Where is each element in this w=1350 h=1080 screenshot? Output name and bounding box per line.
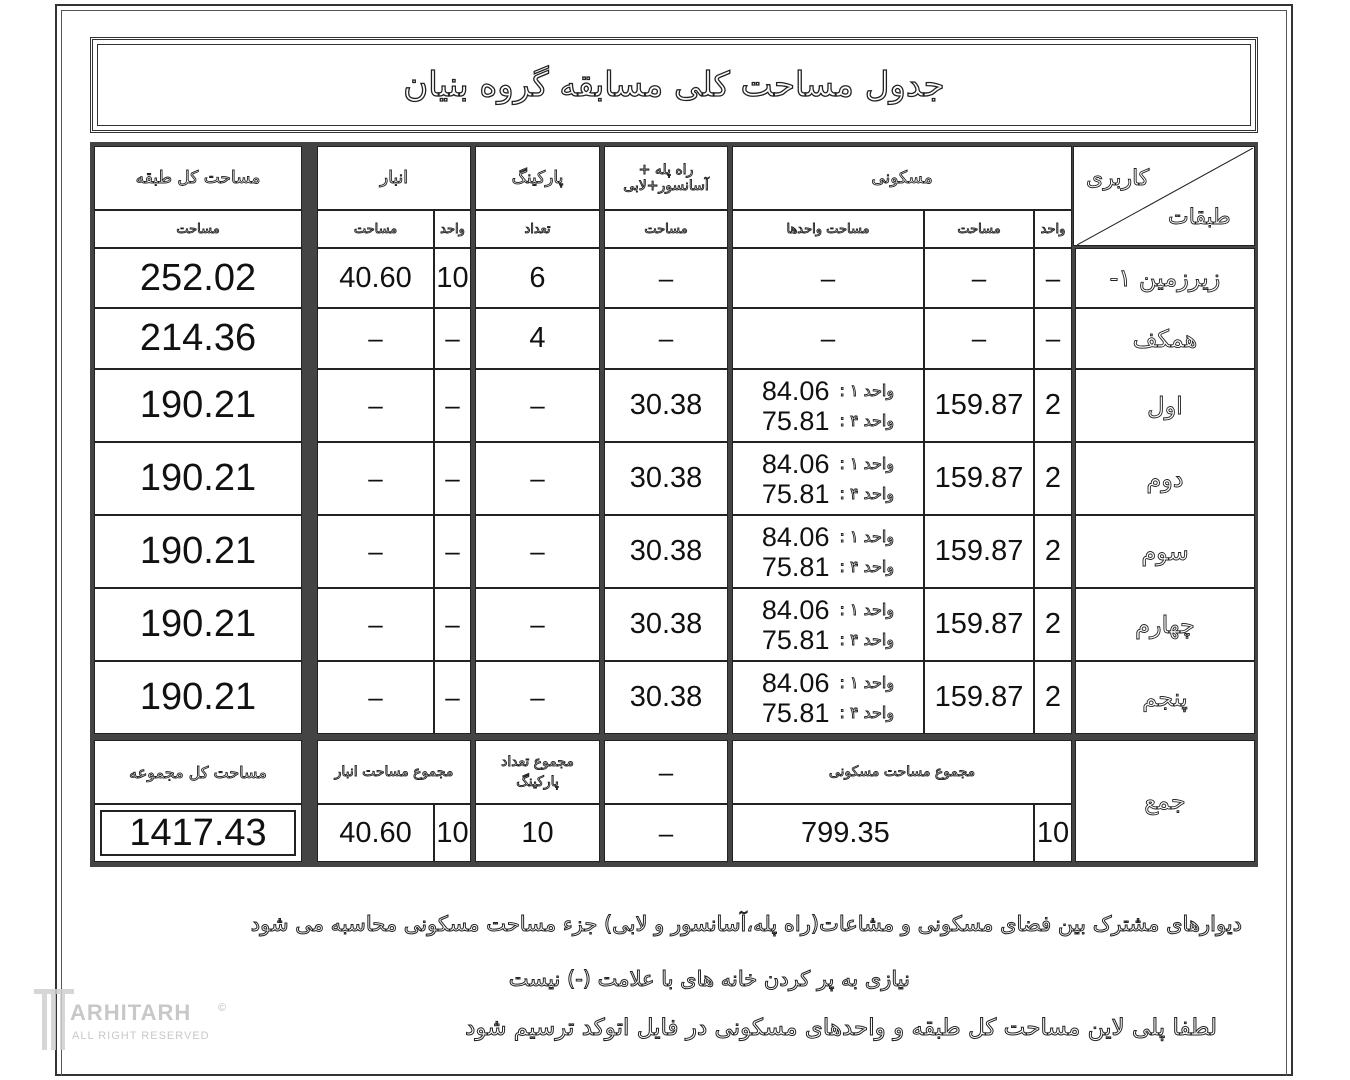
parking-count-cell [475, 442, 600, 515]
summary-storage-area: 40.60 [317, 804, 434, 862]
parking-count: – [530, 682, 545, 712]
res-area: 159.87 [934, 462, 1024, 494]
stair-area: – [658, 323, 674, 353]
floor-label: زیرزمین ۱- [1109, 264, 1221, 292]
res-area: 159.87 [934, 608, 1024, 640]
parking-count: 6 [529, 261, 546, 294]
storage-area-cell [317, 248, 434, 308]
summary-label: جمع [1075, 740, 1255, 862]
unit-areas [762, 522, 894, 582]
storage-units-cell [434, 248, 471, 308]
res-area-cell [924, 308, 1034, 369]
floor-label-cell [1075, 369, 1255, 442]
unit-areas [762, 668, 894, 728]
unit-area-value: 75.81 [761, 697, 830, 728]
parking-count-cell [475, 308, 600, 369]
total-floor-area: 190.21 [139, 603, 257, 645]
total-floor-area-cell [94, 369, 302, 442]
stair-area-cell [604, 661, 728, 734]
floor-label-cell [1075, 308, 1255, 369]
unit-area-label: واحد ۴ : [839, 630, 895, 649]
storage-units: – [445, 323, 460, 353]
res-units: 2 [1044, 681, 1062, 713]
summary-parking: 10 [475, 804, 600, 862]
unit-area-label: واحد ۱ : [839, 381, 895, 400]
res-area-cell [924, 442, 1034, 515]
stair-area-cell [604, 442, 728, 515]
unit-area-line [762, 552, 894, 582]
unit-area-value: 75.81 [761, 405, 830, 436]
unit-area-line [762, 668, 894, 698]
summary-res-area: 799.35 [732, 804, 1034, 862]
subheader-storage-unit: واحد [434, 210, 471, 248]
unit-area-line [762, 406, 894, 436]
res-units: – [1045, 323, 1061, 353]
unit-areas [762, 449, 894, 509]
res-area: – [971, 323, 987, 353]
header-parking: پارکینگ [475, 146, 600, 210]
note-1: دیوارهای مشترک بین فضای مسکونی و مشاعات(راه پله،آسانسور و لابی) جزء مساحت مسکونی محاسبه می شود [250, 912, 1242, 936]
storage-units-cell [434, 661, 471, 734]
storage-area-cell [317, 369, 434, 442]
total-floor-area-cell [94, 661, 302, 734]
header-residential: مسکونی [732, 146, 1072, 210]
subheader-res-unit: واحد [1034, 210, 1072, 248]
units-area-cell [732, 248, 924, 308]
unit-area-label: واحد ۱ : [839, 673, 895, 692]
summary-res-units: 10 [1034, 804, 1072, 862]
res-area: – [971, 262, 987, 293]
unit-areas [762, 595, 894, 655]
header-total-floor-area: مساحت کل طبقه [94, 146, 302, 210]
storage-units: – [445, 682, 460, 712]
floor-label-cell [1075, 248, 1255, 308]
res-units: 2 [1044, 389, 1062, 421]
unit-area-line [762, 625, 894, 655]
unit-area-value: 84.06 [761, 375, 830, 406]
total-floor-area-cell [94, 515, 302, 588]
floor-label: دوم [1146, 464, 1184, 493]
res-area: 159.87 [934, 681, 1024, 713]
storage-units: – [445, 609, 460, 639]
floor-label: پنجم [1142, 683, 1188, 712]
watermark-name: ARHITARH [70, 1000, 192, 1025]
stair-area-cell [604, 515, 728, 588]
header-floors: طبقات [1168, 205, 1231, 230]
stair-area: 30.38 [629, 608, 703, 640]
parking-count: – [530, 609, 545, 639]
units-area-cell [732, 308, 924, 369]
header-diagonal-line [1077, 148, 1253, 245]
storage-area: – [368, 536, 383, 566]
note-2: نیازی به پر کردن خانه های با علامت (-) نیست [508, 967, 910, 991]
total-floor-area: 190.21 [139, 530, 257, 572]
total-floor-area-cell [94, 442, 302, 515]
unit-area-label: واحد ۱ : [839, 454, 895, 473]
unit-area-value: 84.06 [761, 667, 830, 698]
unit-area-line [762, 522, 894, 552]
storage-area-cell [317, 588, 434, 661]
unit-area-value: 75.81 [761, 624, 830, 655]
parking-count-cell [475, 661, 600, 734]
unit-area-value: 84.06 [761, 448, 830, 479]
stair-area: 30.38 [629, 462, 703, 494]
res-area-cell [924, 369, 1034, 442]
unit-area-line [762, 449, 894, 479]
summary-stair: – [604, 804, 728, 862]
stair-area: 30.38 [629, 389, 703, 421]
header-staircase: راه پله + آسانسور+لابی [604, 146, 728, 210]
header-usage: کاربری [1086, 166, 1150, 191]
storage-units-cell [434, 308, 471, 369]
stair-area-cell [604, 248, 728, 308]
subheader-res-area: مساحت [924, 210, 1034, 248]
unit-area-label: واحد ۴ : [839, 484, 895, 503]
total-floor-area: 214.36 [139, 317, 257, 359]
res-units: 2 [1044, 535, 1062, 567]
storage-units-cell [434, 588, 471, 661]
parking-count: – [530, 390, 545, 420]
units-area-cell [732, 442, 924, 515]
unit-area-line [762, 698, 894, 728]
res-units-cell [1034, 442, 1072, 515]
parking-count: – [530, 463, 545, 493]
total-floor-area: 190.21 [139, 457, 257, 499]
unit-area-label: واحد ۴ : [839, 411, 895, 430]
stair-area-cell [604, 369, 728, 442]
unit-areas [762, 376, 894, 436]
total-floor-area-cell [94, 248, 302, 308]
storage-area-cell [317, 442, 434, 515]
storage-units: – [445, 536, 460, 566]
storage-area: – [368, 323, 383, 353]
copyright-mark: © [218, 1002, 227, 1014]
storage-area: – [368, 609, 383, 639]
storage-area-cell [317, 515, 434, 588]
unit-area-line [762, 376, 894, 406]
res-units: 2 [1044, 608, 1062, 640]
storage-area: – [368, 682, 383, 712]
grand-total-box [100, 810, 296, 856]
unit-area-label: واحد ۴ : [839, 557, 895, 576]
subheader-total-area: مساحت [94, 210, 302, 248]
res-units-cell [1034, 369, 1072, 442]
stair-area-cell [604, 588, 728, 661]
units-area-cell [732, 369, 924, 442]
unit-area-line [762, 479, 894, 509]
summary-total-label: مساحت کل مجموعه [94, 740, 302, 804]
floor-label: اول [1147, 391, 1183, 420]
parking-count-cell [475, 369, 600, 442]
grand-total: 1417.43 [129, 811, 267, 854]
parking-count-cell [475, 588, 600, 661]
summary-storage-label: مجموع مساحت انبار [317, 740, 471, 804]
storage-units: 10 [436, 261, 469, 294]
storage-units-cell [434, 515, 471, 588]
floor-label: همکف [1132, 324, 1198, 353]
total-floor-area-cell [94, 588, 302, 661]
storage-units-cell [434, 369, 471, 442]
unit-area-label: واحد ۴ : [839, 703, 895, 722]
storage-area: – [368, 390, 383, 420]
watermark-sub: ALL RIGHT RESERVED [72, 1030, 210, 1042]
storage-area: 40.60 [339, 261, 412, 294]
parking-count-cell [475, 248, 600, 308]
floor-label: سوم [1141, 537, 1189, 566]
unit-area-label: واحد ۱ : [839, 600, 895, 619]
subheader-stair-area: مساحت [604, 210, 728, 248]
storage-area-cell [317, 661, 434, 734]
storage-units-cell [434, 442, 471, 515]
title-box [90, 37, 1258, 133]
storage-area: – [368, 463, 383, 493]
subheader-storage-area: مساحت [317, 210, 434, 248]
total-floor-area: 190.21 [139, 384, 257, 426]
unit-area-value: 75.81 [761, 551, 830, 582]
subheader-parking-count: تعداد [475, 210, 600, 248]
parking-count: – [530, 536, 545, 566]
unit-area-line [762, 595, 894, 625]
res-area-cell [924, 515, 1034, 588]
parking-count: 4 [529, 322, 546, 354]
subheader-units-area: مساحت واحدها [732, 210, 924, 248]
summary-parking-label: مجموع تعداد پارکینگ [475, 740, 600, 804]
res-area-cell [924, 248, 1034, 308]
units-area-cell [732, 588, 924, 661]
unit-area-label: واحد ۱ : [839, 527, 895, 546]
storage-units: – [445, 390, 460, 420]
parking-count-cell [475, 515, 600, 588]
floor-label-cell [1075, 515, 1255, 588]
total-floor-area-cell [94, 308, 302, 369]
floor-label-cell [1075, 661, 1255, 734]
units-area: – [820, 323, 836, 353]
summary-stair-label: – [604, 740, 728, 804]
header-storage: انبار [317, 146, 471, 210]
units-area: – [820, 262, 836, 293]
res-units-cell [1034, 661, 1072, 734]
floor-label: چهارم [1135, 610, 1195, 639]
res-units-cell [1034, 515, 1072, 588]
res-units-cell [1034, 308, 1072, 369]
summary-total-cell [94, 804, 302, 862]
res-units-cell [1034, 588, 1072, 661]
note-3: لطفا پلی لاین مساحت کل طبقه و واحدهای مسکونی در فایل اتوکد ترسیم شود [465, 1015, 1217, 1041]
unit-area-value: 84.06 [761, 521, 830, 552]
storage-units: – [445, 463, 460, 493]
res-units-cell [1034, 248, 1072, 308]
stair-area: 30.38 [629, 681, 703, 713]
res-area-cell [924, 661, 1034, 734]
page-title: جدول مساحت کلی مسابقه گروه بنیان [403, 65, 945, 105]
stair-area: – [658, 262, 674, 293]
units-area-cell [732, 515, 924, 588]
summary-res-label: مجموع مساحت مسکونی [732, 740, 1072, 804]
res-area: 159.87 [934, 535, 1024, 567]
floor-label-cell [1075, 442, 1255, 515]
res-area-cell [924, 588, 1034, 661]
res-area: 159.87 [934, 389, 1024, 421]
units-area-cell [732, 661, 924, 734]
unit-area-value: 84.06 [761, 594, 830, 625]
stair-area: 30.38 [629, 535, 703, 567]
total-floor-area: 252.02 [139, 256, 257, 299]
total-floor-area: 190.21 [139, 676, 257, 718]
floor-label-cell [1075, 588, 1255, 661]
summary-storage-units: 10 [434, 804, 471, 862]
storage-area-cell [317, 308, 434, 369]
unit-area-value: 75.81 [761, 478, 830, 509]
stair-area-cell [604, 308, 728, 369]
res-units: 2 [1044, 462, 1062, 494]
res-units: – [1045, 262, 1061, 293]
